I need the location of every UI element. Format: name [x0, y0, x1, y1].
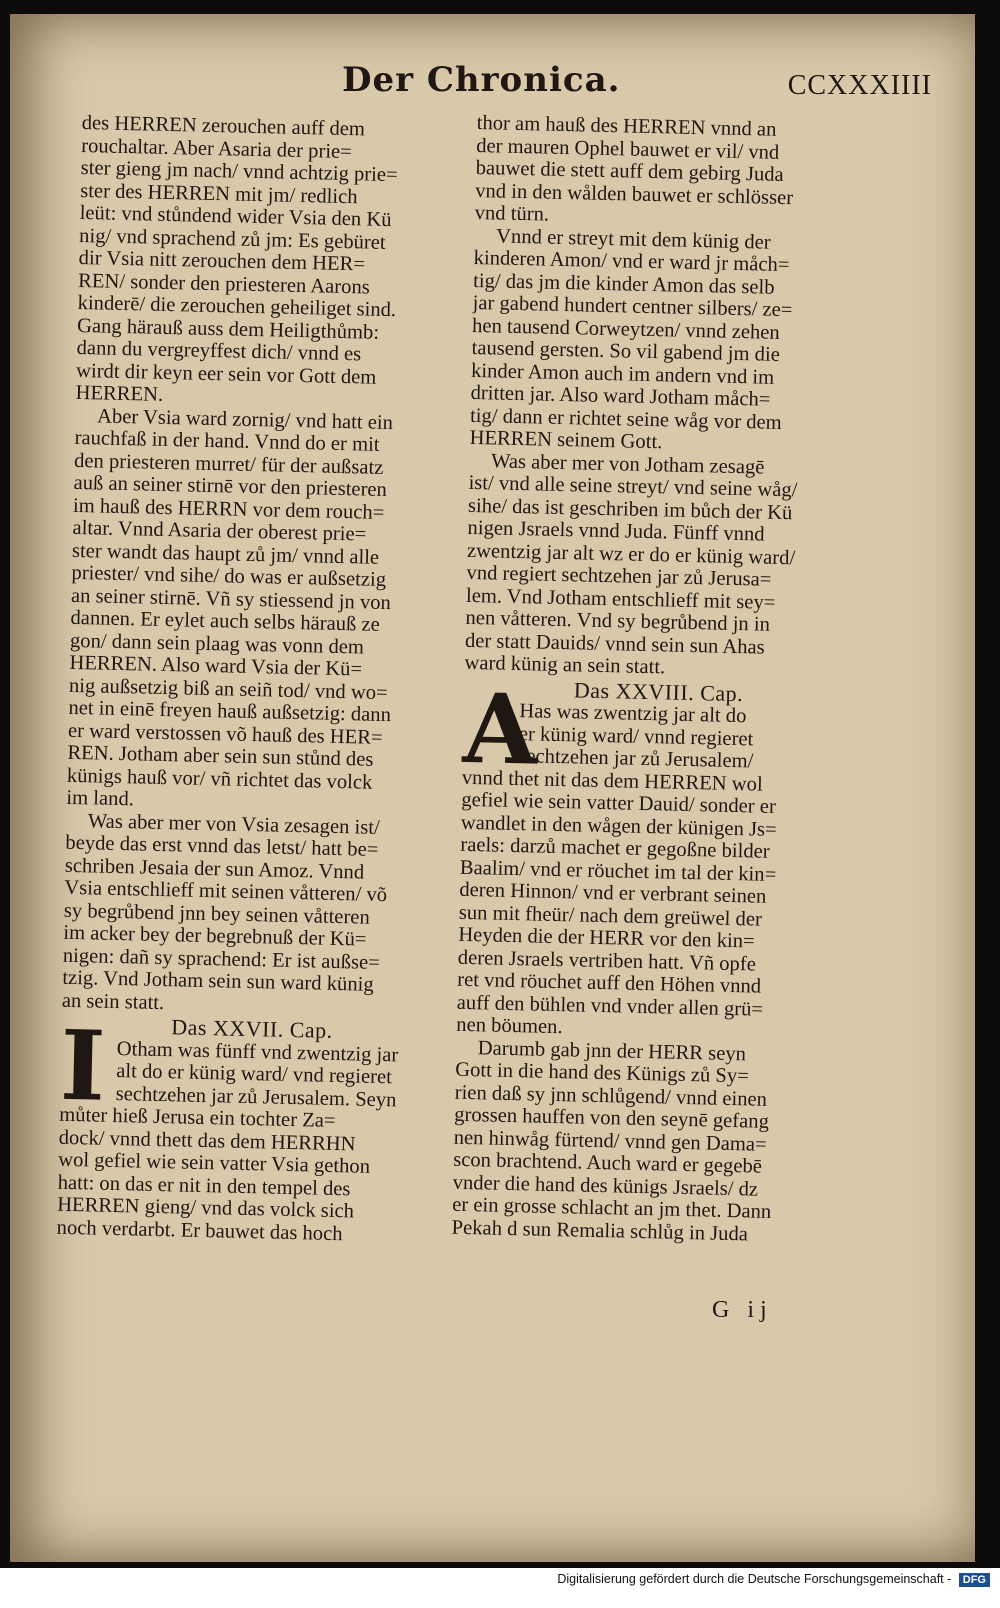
text-line: net in einē freyen hauß außsetzig: dann: [68, 696, 392, 727]
paragraph: [66, 404, 440, 817]
text-line: er ward verstossen võ hauß des HER=: [67, 719, 383, 749]
dropcap-line: sechtzehen jar zů Jerusalem. Seyn: [115, 1082, 397, 1111]
text-line: schriben Jesaia der sun Amoz. Vnnd: [64, 854, 365, 884]
text-line: bauwet die stett auff dem gebirg Juda: [475, 156, 784, 186]
text-line: nigen: dañ sy sprachend: Er ist außse=: [62, 944, 381, 974]
text-line: an sein statt.: [61, 989, 165, 1014]
text-line: HERREN. Also ward Vsia der Kü=: [69, 651, 363, 681]
text-line: rauchfaß in der hand. Vnnd do er mit: [74, 426, 380, 456]
text-line: kinder Amon auch im andern vnd im: [470, 359, 775, 389]
text-line: ist/ vnd alle seine streyt/ vnd seine wåg/: [468, 471, 798, 502]
text-line: der mauren Ophel bauwet er vil/ vnd: [475, 134, 780, 164]
text-line: priester/ vnd sihe/ do was er außsetzig: [71, 561, 387, 592]
paragraph: [464, 449, 834, 682]
text-line: REN. Jotham aber sein sun stůnd des: [67, 741, 374, 771]
running-title: Der Chronica.: [342, 60, 621, 100]
text-line: Heyden die der HERR vor den kin=: [458, 923, 755, 953]
dropcap-line: Otham was fünff vnd zwentzig jar: [116, 1037, 399, 1066]
paragraph: [469, 224, 839, 457]
text-line: Vsia entschlieff mit seinen våtteren/ võ: [64, 876, 388, 907]
text-line: hen tausend Corweytzen/ vnnd zehen: [471, 314, 780, 344]
text-line: ster gieng jm nach/ vnnd achtzig prie=: [80, 156, 398, 187]
running-head: [72, 60, 932, 120]
text-line: tzig. Vnd Jotham sein sun ward künig: [62, 966, 374, 996]
text-line: Gang härauß auss dem Heiligthůmb:: [76, 314, 380, 344]
text-line: tig/ dann er richtet seine wåg vor dem: [469, 404, 782, 434]
text-line: den priesteren murret/ für der außsatz: [73, 449, 384, 479]
text-line: sihe/ das ist geschriben im bůch der Kü: [467, 494, 793, 524]
text-line: tausend gersten. So vil gabend jm die: [471, 336, 781, 366]
paragraph: [62, 809, 432, 1020]
text-line: nen hinwåg fürtend/ vnnd gen Dama=: [453, 1126, 767, 1156]
text-line: Gott in die hand des Künigs zů Sy=: [455, 1058, 750, 1088]
text-line: vnd in den wålden bauwet er schlösser: [474, 179, 794, 209]
text-line: hatt: on das er nit in den tempel des: [57, 1171, 351, 1200]
text-line: můter hieß Jerusa ein tochter Za=: [58, 1103, 336, 1133]
text-line: der statt Dauids/ vnnd sein sun Ahas: [464, 629, 765, 659]
text-line: Pekah d sun Remalia schlůg in Juda: [451, 1216, 749, 1245]
text-line: grossen hauffen von den seynē gefang: [453, 1103, 770, 1133]
text-line: nen våtteren. Vnd sy begrůbend jn in: [465, 606, 771, 636]
text-line: nig außsetzig biß an seiñ tod/ vnd wo=: [68, 674, 388, 704]
text-line: sun mit fheür/ nach dem greüwel der: [458, 901, 763, 931]
text-line: dannen. Er eylet auch selbs härauß ze: [70, 606, 381, 636]
text-line: gon/ dann sein plaag was vonn dem: [69, 629, 365, 659]
text-line: kinderen Amon/ vnd er ward jr måch=: [473, 246, 790, 277]
text-line: jar gabend hundert centner silbers/ ze=: [472, 291, 793, 322]
folio-number: CCXXXIIII: [787, 70, 932, 101]
text-line: Was aber mer von Jotham zesagē: [490, 449, 765, 479]
text-line: vnder die hand des künigs Jsraels/ dz: [452, 1171, 759, 1201]
text-line: HERREN seinem Gott.: [469, 426, 663, 454]
text-line: dann du vergreyffest dich/ vnnd es: [76, 336, 362, 366]
text-line: ster wandt das haupt zů jm/ vnnd alle: [71, 539, 380, 569]
dropcap-line: Has was zwentzig jar alt do: [519, 700, 747, 728]
text-line: des HERREN zerouchen auff dem: [81, 112, 366, 141]
text-line: vnd regiert sechtzehen jar zů Jerusa=: [466, 561, 772, 591]
book-page: [10, 14, 975, 1562]
text-line: dock/ vnnd thett das dem HERRHN: [58, 1126, 356, 1155]
text-line: lem. Vnd Jotham entschlieff mit sey=: [465, 584, 776, 614]
chapter-xxviii: [456, 671, 829, 1044]
footer-credit: [0, 1572, 990, 1587]
dropcap-line: alt do er künig ward/ vnd regieret: [116, 1060, 393, 1089]
text-line: gefiel wie sein vatter Dauid/ sonder er: [461, 788, 777, 818]
text-line: zwentzig jar alt wz er do er künig ward/: [466, 539, 796, 569]
text-line: vnnd thet nit das dem HERREN wol: [461, 766, 763, 796]
right-column: [451, 112, 841, 1247]
text-line: Was aber mer von Vsia zesagen ist/: [87, 809, 381, 839]
text-line: REN/ sonder den priesteren Aarons: [77, 269, 371, 299]
chapter-heading: Das XXVII. Cap.: [170, 1014, 333, 1043]
text-line: auß an seiner stirnē vor den priesteren: [73, 471, 388, 502]
text-line: ret vnd röuchet auff den Höhen vnnd: [457, 968, 762, 998]
text-line: auff den bühlen vnd vnder allen grü=: [456, 991, 764, 1021]
text-line: nen böumen.: [456, 1013, 563, 1039]
text-line: wol gefiel wie sein vatter Vsia gethon: [57, 1148, 371, 1178]
paragraph: [456, 766, 827, 1044]
footer-text: Digitalisierung gefördert durch die Deutsche Forschungsgemeinschaft -: [557, 1572, 952, 1586]
text-line: HERREN.: [75, 381, 164, 406]
text-line: thor am hauß des HERREN vnnd an: [476, 112, 777, 141]
text-line: ster des HERREN mit jm/ redlich: [79, 179, 358, 208]
dropcap-line: er künig ward/ vnnd regieret: [518, 722, 754, 750]
text-line: dritten jar. Also ward Jotham måch=: [470, 381, 771, 411]
text-line: Baalim/ vnd er röuchet im tal der kin=: [459, 856, 777, 886]
text-line: altar. Vnnd Asaria der oberest prie=: [72, 516, 367, 546]
chapter-xxvii: [56, 1008, 426, 1247]
text-line: deren Hinnon/ vnd er verbrant seinen: [459, 878, 767, 908]
text-line: wirdt dir keyn eer sein vor Gott dem: [75, 359, 377, 389]
text-line: künigs hauß vor/ vñ richtet das volck: [66, 764, 373, 794]
paragraph: [75, 112, 447, 413]
text-line: tig/ das jm die kinder Amon das selb: [472, 269, 775, 299]
text-line: vnd türn.: [474, 201, 550, 226]
text-line: sy begrůbend jnn bey seinen våtteren: [63, 899, 371, 929]
dropcap-line: sechtzehen jar zů Jerusalem/: [518, 745, 754, 773]
paragraph: [451, 1036, 821, 1247]
paragraph: [56, 1104, 424, 1247]
text-line: an seiner stirnē. Vñ sy stiessend jn von: [70, 584, 392, 614]
text-line: kinderē/ die zerouchen geheiliget sind.: [77, 291, 397, 322]
text-line: deren Jsraels vertriben hatt. Vñ opfe: [457, 946, 757, 976]
text-line: raels: darzů machet er gegoßne bilder: [460, 833, 770, 863]
text-line: HERREN gieng/ vnd das volck sich: [56, 1193, 355, 1223]
dropcap-initial: A: [461, 671, 539, 787]
chapter-heading: Das XXVIII. Cap.: [573, 676, 744, 706]
page-content: [56, 52, 932, 1532]
text-line: wandlet in den wågen der künigen Js=: [460, 811, 777, 841]
text-line: im hauß des HERRN vor dem rouch=: [72, 494, 385, 524]
text-line: nig/ vnd sprachend zů jm: Es gebüret: [78, 224, 386, 254]
dfg-logo: DFG: [959, 1573, 990, 1587]
text-line: beyde das erst vnnd das letst/ hatt be=: [65, 831, 379, 861]
text-line: noch verdarbt. Er bauwet das hoch: [56, 1216, 343, 1245]
text-line: rien daß sy jnn schlůgend/ vnnd einen: [454, 1081, 768, 1111]
text-line: rouchaltar. Aber Asaria der prie=: [80, 134, 353, 163]
text-line: dir Vsia nitt zerouchen dem HER=: [78, 246, 366, 276]
text-line: leüt: vnd stůndend wider Vsia den Kü: [79, 201, 392, 232]
signature-mark: G ij: [712, 1297, 773, 1323]
text-line: ward künig an sein statt.: [464, 651, 666, 679]
left-column: [56, 112, 446, 1247]
paragraph: [474, 112, 841, 233]
text-line: er ein grosse schlacht an jm thet. Dann: [451, 1193, 772, 1223]
text-line: nigen Jsraels vnnd Juda. Fünff vnnd: [467, 516, 765, 546]
text-line: Vnnd er streyt mit dem künig der: [495, 224, 771, 254]
dropcap-initial: I: [59, 1008, 107, 1123]
dropcap-lines: [59, 1036, 425, 1112]
text-line: im land.: [66, 786, 135, 811]
text-line: Darumb gab jnn der HERR seyn: [477, 1036, 747, 1065]
text-line: scon brachtend. Auch ward er gegebē: [452, 1148, 763, 1178]
text-line: im acker bey der begrebnuß der Kü=: [63, 921, 367, 951]
text-line: Aber Vsia ward zornig/ vnd hatt ein: [96, 404, 394, 434]
